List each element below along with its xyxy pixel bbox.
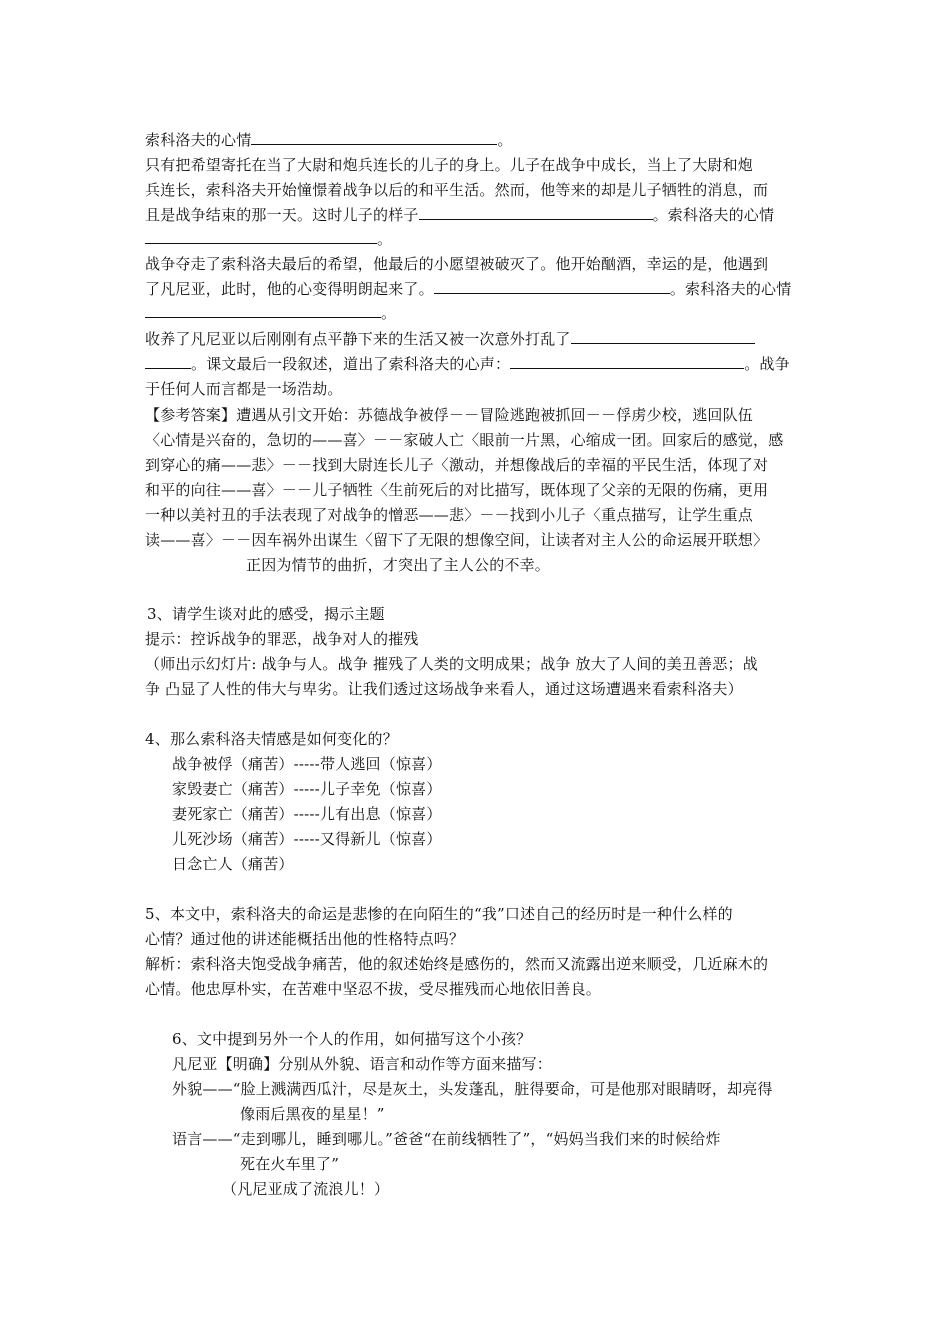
answer-blank — [251, 130, 497, 145]
reference-answer-line-2: 〈心情是兴奋的，急切的——喜〉－－家破人亡〈眼前一片黑，心缩成一团。回家后的感觉，感 — [145, 431, 784, 449]
story-line-8 — [145, 303, 396, 323]
answer-blank — [510, 354, 744, 369]
reference-answer-line-6: 读——喜〉－－因车祸外出谋生〈留下了无限的想像空间，让读者对主人公的命运展开联想〉 — [145, 531, 769, 549]
q5-analysis-line-2: 心情。他忠厚朴实，在苦难中坚忍不拔，受尽摧残而心地依旧善良。 — [145, 980, 602, 998]
story-line-1 — [145, 130, 513, 150]
story-text: 了凡尼亚，此时，他的心变得明朗起来了。 — [145, 280, 434, 298]
q4-item: 儿死沙场（痛苦）-----又得新儿（惊喜） — [172, 830, 442, 848]
q6-speech-line-1: 语言——“走到哪儿，睡到哪儿。”爸爸“在前线牺牲了”，“妈妈当我们来的时候给炸 — [172, 1130, 721, 1148]
answer-blank — [434, 279, 670, 294]
answer-blank — [145, 354, 191, 369]
q5-question-line-2: 心情？通过他的讲述能概括出他的性格特点吗？ — [145, 930, 465, 948]
story-text: 。 — [377, 230, 393, 248]
q3-slide-line-1: （师出示幻灯片: 战争与人。战争 摧残了人类的文明成果；战争 放大了人间的美丑善恶；战 — [145, 655, 758, 673]
story-line-4 — [145, 205, 774, 225]
q6-appearance-line-2: 像雨后黑夜的星星！” — [240, 1105, 385, 1123]
q6-appearance-line-1: 外貌——“脸上溅满西瓜汁，尽是灰土，头发蓬乱，脏得要命，可是他那对眼睛呀，却亮得 — [172, 1080, 773, 1098]
q4-item: 妻死家亡（痛苦）-----儿有出息（惊喜） — [172, 805, 442, 823]
story-text: 。战争 — [744, 355, 790, 373]
story-text: 。 — [381, 304, 397, 322]
story-line-6: 战争夺走了索科洛夫最后的希望，他最后的小愿望被破灭了。他开始酗酒，幸运的是，他遇到 — [145, 255, 769, 273]
story-text: 。索科洛夫的心情 — [669, 280, 792, 298]
reference-answer-line-5: 一种以美衬丑的手法表现了对战争的憎恶——悲〉－－找到小儿子〈重点描写，让学生重点 — [145, 506, 754, 524]
answer-blank — [145, 229, 377, 244]
story-line-11: 于任何人而言都是一场浩劫。 — [145, 380, 343, 398]
q3-hint: 提示：控诉战争的罪恶，战争对人的摧残 — [145, 630, 419, 648]
answer-blank — [571, 329, 755, 344]
story-text: 。课文最后一段叙述，道出了索科洛夫的心声： — [191, 355, 511, 373]
q4-item: 家毁妻亡（痛苦）-----儿子幸免（惊喜） — [172, 780, 442, 798]
story-line-3: 兵连长，索科洛夫开始憧憬着战争以后的和平生活。然而，他等来的却是儿子牺牲的消息，而 — [145, 181, 769, 199]
story-text: 索科洛夫的心情 — [145, 131, 252, 149]
q4-title: 4、那么索科洛夫情感是如何变化的？ — [145, 730, 398, 748]
q6-clarify: 凡尼亚【明确】分别从外貌、语言和动作等方面来描写： — [172, 1055, 553, 1073]
q6-speech-line-2: 死在火车里了” — [240, 1155, 340, 1173]
reference-answer-line-1: 【参考答案】遭遇从引文开始：苏德战争被俘－－冒险逃跑被抓回－－俘虏少校，逃回队伍 — [145, 406, 754, 424]
story-line-9 — [145, 329, 755, 349]
story-line-7 — [145, 279, 791, 299]
q5-analysis-line-1: 解析：索科洛夫饱受战争痛苦，他的叙述始终是感伤的，然而又流露出逆来顺受，几近麻木的 — [145, 955, 769, 973]
q3-slide-line-2: 争 凸显了人性的伟大与卑劣。让我们透过这场战争来看人，通过这场遭遇来看索科洛夫） — [145, 680, 743, 698]
q6-speech-line-3: （凡尼亚成了流浪儿！） — [222, 1180, 390, 1198]
story-line-10 — [145, 354, 790, 374]
q4-item: 日念亡人（痛苦） — [172, 855, 294, 873]
q5-question-line-1: 5、本文中，索科洛夫的命运是悲惨的在向陌生的“我”口述自己的经历时是一种什么样的 — [145, 905, 733, 923]
story-text: 。 — [497, 131, 513, 149]
story-line-5 — [145, 229, 392, 249]
story-text: 且是战争结束的那一天。这时儿子的样子 — [145, 206, 419, 224]
answer-blank — [419, 205, 653, 220]
q6-title: 6、文中提到另外一个人的作用，如何描写这个小孩？ — [172, 1030, 532, 1048]
reference-answer-line-7: 正因为情节的曲折，才突出了主人公的不幸。 — [246, 556, 551, 574]
story-text: 收养了凡尼亚以后刚刚有点平静下来的生活又被一次意外打乱了 — [145, 330, 571, 348]
story-line-2: 只有把希望寄托在当了大尉和炮兵连长的儿子的身上。儿子在战争中成长，当上了大尉和炮 — [145, 156, 754, 174]
reference-answer-line-3: 到穿心的痛——悲〉－－找到大尉连长儿子〈激动，并想像战后的幸福的平民生活，体现了对 — [145, 456, 769, 474]
q3-title: 3、请学生谈对此的感受，揭示主题 — [147, 605, 385, 623]
reference-answer-line-4: 和平的向往——喜〉－－儿子牺牲〈生前死后的对比描写，既体现了父亲的无限的伤痛，更用 — [145, 481, 769, 499]
q4-item: 战争被俘（痛苦）-----带人逃回（惊喜） — [172, 755, 442, 773]
story-text: 。索科洛夫的心情 — [652, 206, 775, 224]
answer-blank — [145, 303, 381, 318]
